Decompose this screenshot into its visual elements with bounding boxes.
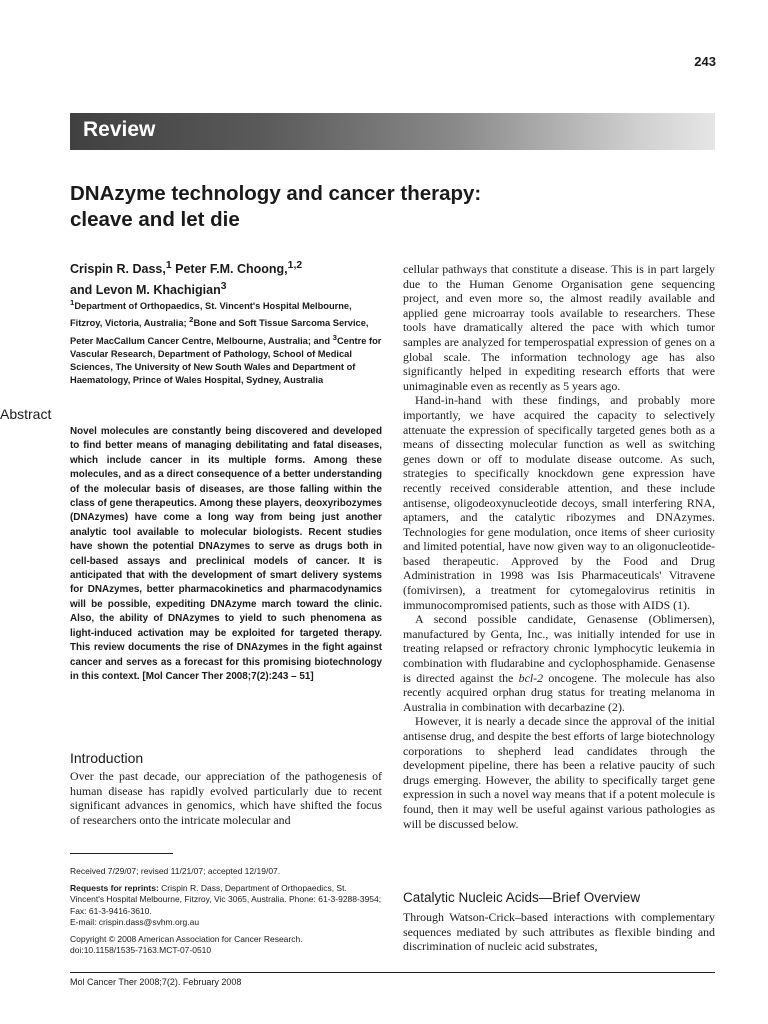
paragraph-3-start: A second possible candidate, Genasense (Oblimersen), manufactured by Genta, Inc., was initially intended for use in treating relapsed or refractory chronic lymphocytic leukemia in combination with fludarabine and cyclophosphamide. Genasense is directed against the [403, 612, 715, 685]
paragraph-4: However, it is nearly a decade since the approval of the initial antisense drug, and despite the best efforts of large biotechnology corporations to shepherd lead candidates through the development pipeline, there has been a relative paucity of such drugs emerging. However, the ability to specifically target gene expression in such a novel way means that if a potent molecule is found, then it may well be useful against various pathologies as will be discussed below. [403, 714, 715, 831]
paragraph-2: Hand-in-hand with these findings, and probably more importantly, we have acquired the capacity to selectively attenuate the expression of specifically targeted genes both as a means of dissecting molecular function as well as switching genes down or off to modulate disease outcome. As such, strategies to specifically knockdown gene expression have recently received considerable attention, and these include antisense, oligodeoxynucleotide decoys, small interfering RNA, aptamers, and the catalytic ribozymes and DNAzymes. Technologies for gene modulation, once items of sheer curiosity and limited potential, have now given way to an oligonucleotide-based therapeutic. Approved by the Food and Drug Administration in 1998 was Isis Pharmaceuticals' Vitravene (fomivirsen), a treatment for cytomegalovirus retinitis in immunocompromised patients, such as those with AIDS (1). [403, 393, 715, 612]
abstract-heading: Abstract [0, 406, 52, 422]
abstract-text: Novel molecules are constantly being discovered and developed to find better means of managing debilitating and fatal diseases, which include cancer in its multiple forms. Among these molecules, and as a direct consequence of a better understanding of the molecular basis of diseases, are those falling within the class of gene therapeutics. Among these players, deoxyribozymes (DNAzymes) have come a long way from being just another analytic tool available to molecular biologists. Recent studies have shown the potential DNAzymes to serve as drugs both in cell-based assays and preclinical models of cancer. It is anticipated that with the development of smart delivery systems for DNAzymes, better pharmacokinetics and pharmacodynamics will be possible, expediting DNAzyme march toward the clinic. Also, the ability of DNAzymes to yield to such phenomena as light-induced activation may be exploited for targeted therapy. This review documents the rise of DNAzymes in the fight against cancer and serves as a forecast for this promising biotechnology in this context. [Mol Cancer Ther 2008;7(2):243 – 51] [70, 426, 382, 682]
introduction-text: Over the past decade, our appreciation of the pathogenesis of human disease has rapidly evolved particularly due to recent significant advances in genomics, which have shifted the focus of researchers onto the intricate molecular and [70, 769, 382, 827]
banner-label: Review [83, 118, 156, 141]
received-dates: Received 7/29/07; revised 11/21/07; accepted 12/19/07. [70, 866, 281, 876]
copyright-notice: Copyright © 2008 American Association for Cancer Research. [70, 933, 303, 944]
affiliation-2-marker: 2 [189, 315, 194, 325]
article-title [70, 181, 570, 233]
footnote-divider [70, 853, 173, 854]
doi: doi:10.1158/1535-7163.MCT-07-0510 [70, 945, 212, 955]
affiliation-3-marker: 3 [332, 332, 337, 342]
bcl-2-gene: bcl-2 [518, 670, 544, 685]
author-1: Crispin R. Dass, [70, 262, 166, 277]
affiliation-1-marker: 1 [70, 298, 75, 307]
paragraph-5: Through Watson-Crick–based interactions with complementary sequences mediated by such attributes as flexible binding and discrimination of nucleic acid substrates, [403, 910, 715, 954]
affiliation-1: Department of Orthopaedics, St. Vincent's Hospital Melbourne, Fitzroy, Victoria, Australia; [70, 301, 352, 329]
contact-email: E-mail: crispin.dass@svhm.org.au [70, 917, 200, 927]
reprint-address: Crispin R. Dass, Department of Orthopaedics, St. Vincent's Hospital Melbourne, Fitzroy, Vic 3065, Australia. Phone: 61-3-9288-3954; Fax: 61-3-9416-3610. [70, 882, 382, 916]
author-2: Peter F.M. Choong, [171, 262, 288, 277]
author-3-affiliation: 3 [220, 281, 227, 293]
author-2-affiliation: 1,2 [287, 260, 303, 271]
catalytic-nucleic-acids-heading: Catalytic Nucleic Acids—Brief Overview [403, 890, 641, 905]
reprint-label: Requests for reprints: [70, 882, 159, 893]
footnotes [70, 866, 382, 957]
journal-footer: Mol Cancer Ther 2008;7(2). February 2008 [70, 977, 242, 987]
affiliation-3: Centre for Vascular Research, Department of Pathology, School of Medical Sciences, The University of New South Wales and Department of Haematology, Prince of Wales Hospital, Sydney, Australia [70, 335, 382, 386]
paragraph-1: cellular pathways that constitute a disease. This is in part largely due to the Human Genome Organisation gene sequencing project, and even more so, the almost readily available and applied gene microarray tools available to researchers. These tools have dramatically altered the pace with which tumor samples are analyzed for temperospatial expression of genes on a global scale. The information technology age has also significantly helped in expediting research efforts that were unimaginable even as recently as 5 years ago. [403, 262, 715, 393]
paragraph-3-end: oncogene. The molecule has also recently acquired orphan drug status for treating melanoma in Australia in combination with decarbazine (2). [403, 670, 715, 714]
title-line-1: DNAzyme technology and cancer therapy: [70, 182, 482, 205]
paragraph-3 [403, 612, 715, 714]
footer-divider [70, 972, 715, 973]
introduction-heading: Introduction [70, 750, 144, 766]
reprint-request [70, 883, 382, 918]
page-number: 243 [694, 54, 716, 69]
author-3: and Levon M. Khachigian [70, 283, 221, 298]
title-line-2: cleave and let die [70, 208, 240, 231]
author-1-affiliation: 1 [165, 260, 172, 271]
affiliations [70, 296, 382, 388]
affiliation-2: Bone and Soft Tissue Sarcoma Service, Peter MacCallum Cancer Centre, Melbourne, Australia; and [70, 318, 369, 346]
author-list [70, 257, 382, 299]
right-column-body [403, 262, 715, 831]
review-banner [70, 113, 715, 150]
